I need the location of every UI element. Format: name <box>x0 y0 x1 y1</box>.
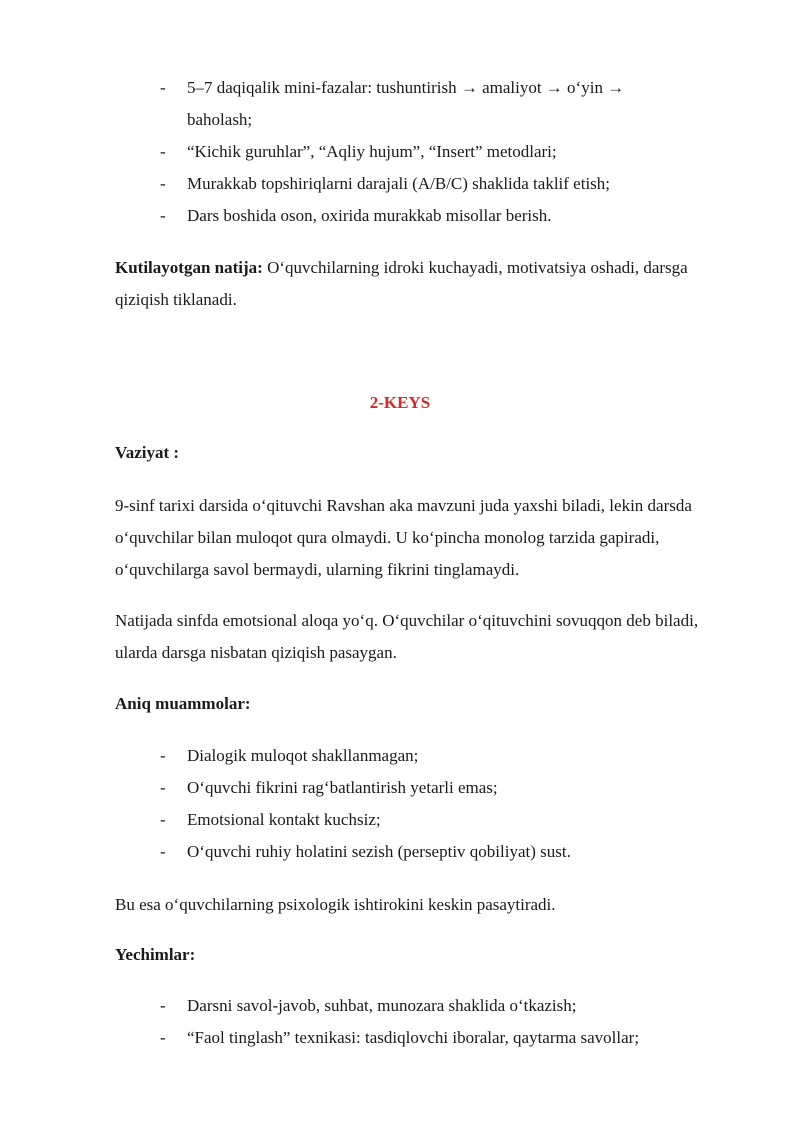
bullet-dash: - <box>160 810 166 829</box>
list-item: - Emotsional kontakt kuchsiz; <box>0 804 800 836</box>
bullet-dash: - <box>160 746 166 765</box>
list-item: - O‘quvchi ruhiy holatini sezish (perseptiv qobiliyat) sust. <box>0 836 800 868</box>
list-item: - Darsni savol-javob, suhbat, munozara shaklida o‘tkazish; <box>0 990 800 1022</box>
expected-result-label: Kutilayotgan natija: <box>115 258 263 277</box>
list-item: - Dars boshida oson, oxirida murakkab misollar berish. <box>0 200 800 232</box>
bullet-dash: - <box>160 842 166 861</box>
solutions-heading: Yechimlar: <box>115 945 196 964</box>
bullet-dash: - <box>160 996 166 1015</box>
list-item: - 5–7 daqiqalik mini-fazalar: tushuntirish → amaliyot → o‘yin → baholash; <box>0 72 800 136</box>
summary-text: Bu esa o‘quvchilarning psixologik ishtirokini keskin pasaytiradi. <box>115 895 556 914</box>
list-item: - Dialogik muloqot shakllanmagan; <box>0 740 800 772</box>
problems-heading: Aniq muammolar: <box>115 694 251 713</box>
situation-heading: Vaziyat : <box>115 443 180 462</box>
case-title: 2-KEYS <box>369 393 431 412</box>
bullet-dash: - <box>160 1028 166 1047</box>
expected-result <box>115 252 715 316</box>
problems-list <box>0 740 800 868</box>
list-item: - Murakkab topshiriqlarni darajali (A/B/C) shaklida taklif etish; <box>0 168 800 200</box>
list-item: - “Faol tinglash” texnikasi: tasdiqlovchi iboralar, qaytarma savollar; <box>0 1022 800 1054</box>
list-item: - “Kichik guruhlar”, “Aqliy hujum”, “Insert” metodlari; <box>0 136 800 168</box>
bullet-dash: - <box>160 206 166 225</box>
situation-paragraph-2: Natijada sinfda emotsional aloqa yo‘q. O‘quvchilar o‘qituvchini sovuqqon deb biladi, ularda darsga nisbatan qiziqish pasaygan. <box>115 611 699 662</box>
bullet-dash: - <box>160 174 166 193</box>
list-item: - O‘quvchi fikrini rag‘batlantirish yetarli emas; <box>0 772 800 804</box>
bullet-dash: - <box>160 78 166 97</box>
bullet-dash: - <box>160 142 166 161</box>
bullet-dash: - <box>160 778 166 797</box>
solutions-list <box>0 990 800 1054</box>
expected-result-text: O‘quvchilarning idroki kuchayadi, motivatsiya oshadi, darsga qiziqish tiklanadi. <box>115 258 688 309</box>
methods-list <box>0 72 800 232</box>
situation-paragraph-1: 9-sinf tarixi darsida o‘qituvchi Ravshan aka mavzuni juda yaxshi biladi, lekin darsda o‘quvchilar bilan muloqot qura olmaydi. U ko‘pincha monolog tarzida gapiradi, o‘quvchilarga savol bermaydi, ularning fikrini tinglamaydi. <box>115 496 692 579</box>
